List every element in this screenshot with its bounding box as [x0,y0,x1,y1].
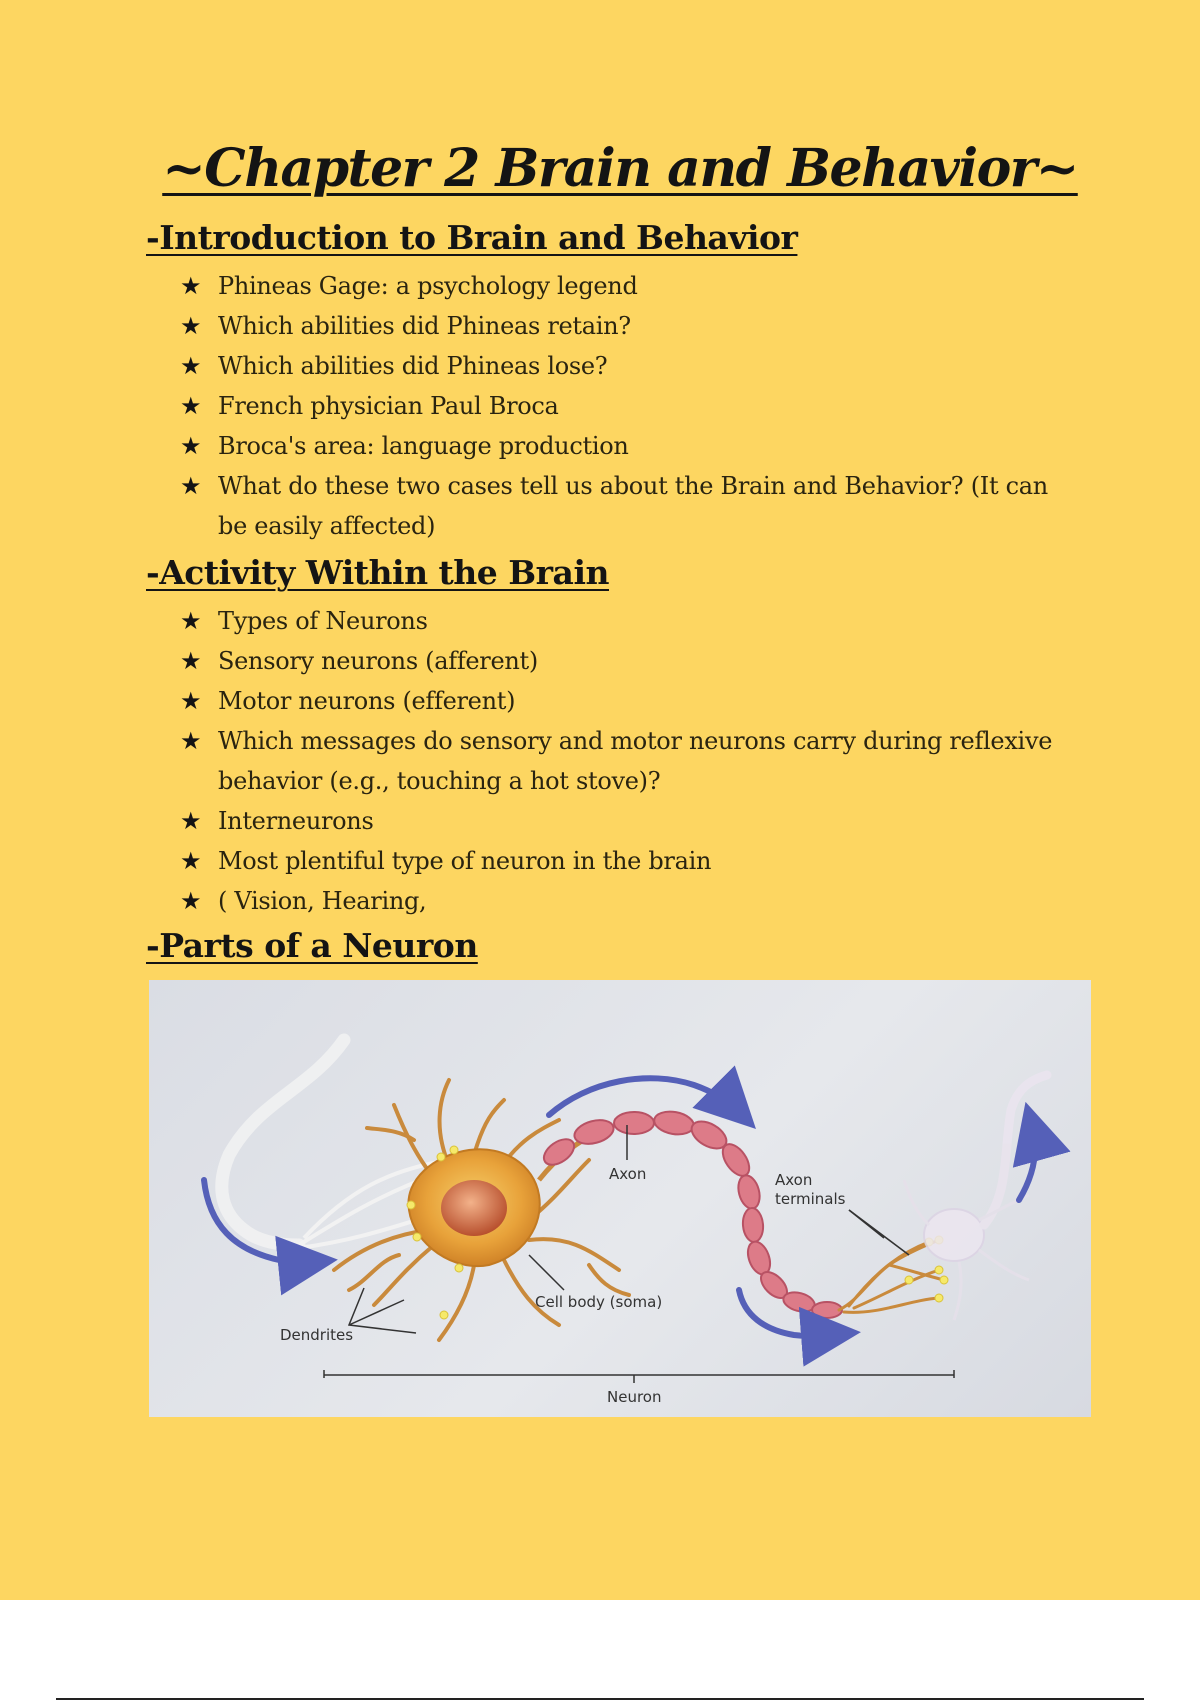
label-axon-terminals-line1: Axon [775,1171,813,1189]
star-icon: ★ [180,887,202,915]
label-axon: Axon [609,1165,647,1183]
list-item: ★ What do these two cases tell us about the Brain and Behavior? (It can be easily affected) [180,466,1080,546]
list-item: ★ Broca's area: language production [180,426,1080,466]
faded-neuron-right [904,1075,1047,1320]
axon-terminals [839,1240,944,1312]
list-item: ★ Which messages do sensory and motor neurons carry during reflexive behavior (e.g., touching a hot stove)? [180,721,1080,801]
list-item: ★ Interneurons [180,801,1080,841]
list-item: ★ Types of Neurons [180,601,1080,641]
neuron-illustration [149,980,1091,1417]
nucleus [441,1180,507,1236]
star-icon: ★ [180,807,202,835]
star-icon: ★ [180,472,202,500]
label-neuron: Neuron [607,1388,662,1406]
neuron-diagram [149,980,1091,1417]
star-icon: ★ [180,727,202,755]
section-heading-activity: -Activity Within the Brain [146,553,609,592]
list-item: ★ Sensory neurons (afferent) [180,641,1080,681]
star-icon: ★ [180,352,202,380]
star-icon: ★ [180,312,202,340]
star-icon: ★ [180,272,202,300]
label-dendrites: Dendrites [280,1326,354,1344]
label-leader-lines [324,1125,954,1383]
star-icon: ★ [180,607,202,635]
bullet-list-activity [180,601,1080,921]
list-item: ★ Most plentiful type of neuron in the brain [180,841,1080,881]
label-cell-body: Cell body (soma) [535,1293,663,1311]
section-heading-parts: -Parts of a Neuron [146,926,478,965]
star-icon: ★ [180,432,202,460]
page-title: ~Chapter 2 Brain and Behavior~ [162,138,1078,199]
bullet-list-introduction [180,266,1080,546]
star-icon: ★ [180,392,202,420]
list-item: ★ ( Vision, Hearing, [180,881,1080,921]
myelin-sheath [539,1109,842,1318]
list-item: ★ Phineas Gage: a psychology legend [180,266,1080,306]
list-item: ★ Which abilities did Phineas retain? [180,306,1080,346]
star-icon: ★ [180,647,202,675]
label-axon-terminals-line2: terminals [775,1190,846,1208]
section-heading-introduction: -Introduction to Brain and Behavior [146,218,798,257]
list-item: ★ Which abilities did Phineas lose? [180,346,1080,386]
star-icon: ★ [180,687,202,715]
star-icon: ★ [180,847,202,875]
list-item: ★ Motor neurons (efferent) [180,681,1080,721]
list-item: ★ French physician Paul Broca [180,386,1080,426]
